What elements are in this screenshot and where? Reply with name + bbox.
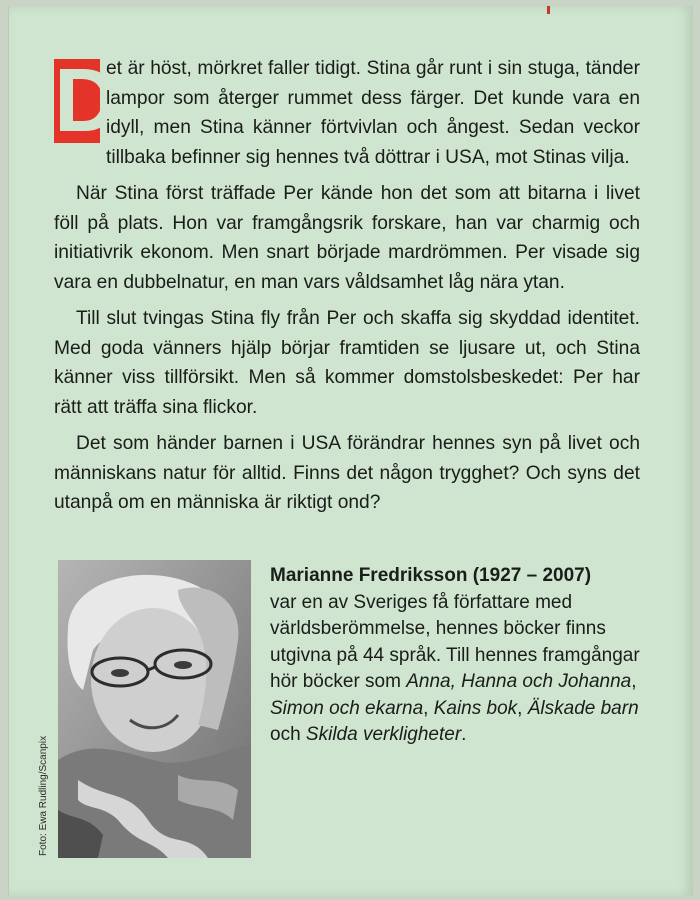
blurb-paragraph-1-text: et är höst, mörkret faller tidigt. Stina går runt i sin stuga, tänder lampor som återger rummet dess färger. Det kunde vara en idyll, men Stina känner förtvivlan och ångest. Sedan veckor tillbaka befinner sig hennes två döttrar i USA, mot Stinas vilja. (106, 58, 640, 168)
blurb-paragraph-1 (54, 51, 640, 172)
book-title: Anna, Hanna och Johanna (406, 671, 632, 692)
photo-credit-text: Foto: Ewa Rudling/Scanpix (38, 735, 49, 856)
book-title: Älskade barn (527, 697, 639, 719)
blurb-text (54, 51, 640, 525)
book-title: Skilda verkligheter (305, 724, 462, 745)
blurb-paragraph-3: Till slut tvingas Stina fly från Per och skaffa sig skyddad identitet. Med goda vänners hjälp börjar framtiden se ljusare ut, och Stina känner viss tillförsikt. Men så kommer domstolsbeskedet: Per har rätt att träffa sina flickor. (54, 308, 640, 418)
blurb-paragraph-2: När Stina först träffade Per kände hon det som att bitarna i livet föll på plats. Hon var framgångsrik forskare, han var charmig och initiativrik ekonom. Men snart började mardrömmen. Per visade sig vara en dubbelnatur, en man vars våldsamhet låg nära ytan. (54, 183, 640, 293)
red-edge-mark (547, 6, 550, 14)
book-title: Simon och ekarna (270, 697, 424, 719)
author-bio (270, 563, 650, 749)
author-photo (58, 560, 251, 858)
photo-credit (38, 600, 52, 856)
author-name: Marianne Fredriksson (1927 – 2007) (270, 565, 592, 586)
book-title: Kains bok (433, 697, 518, 719)
author-bio-text: var en av Sveriges få författare med världsberömmelse, hennes böcker finns utgivna på 44 språk. Till hennes framgångar hör böcker som Anna, Hanna och Johanna, Simon och ekarna, Kains bok, Älskade barn och Skilda verkligheter. (270, 591, 640, 745)
dropcap-letter: D (54, 51, 119, 151)
author-portrait-image (58, 560, 251, 858)
blurb-paragraph-4: Det som händer barnen i USA förändrar hennes syn på livet och människans natur för alltid. Finns det någon trygghet? Och syns det utanpå om en människa är riktigt ond? (54, 433, 640, 513)
